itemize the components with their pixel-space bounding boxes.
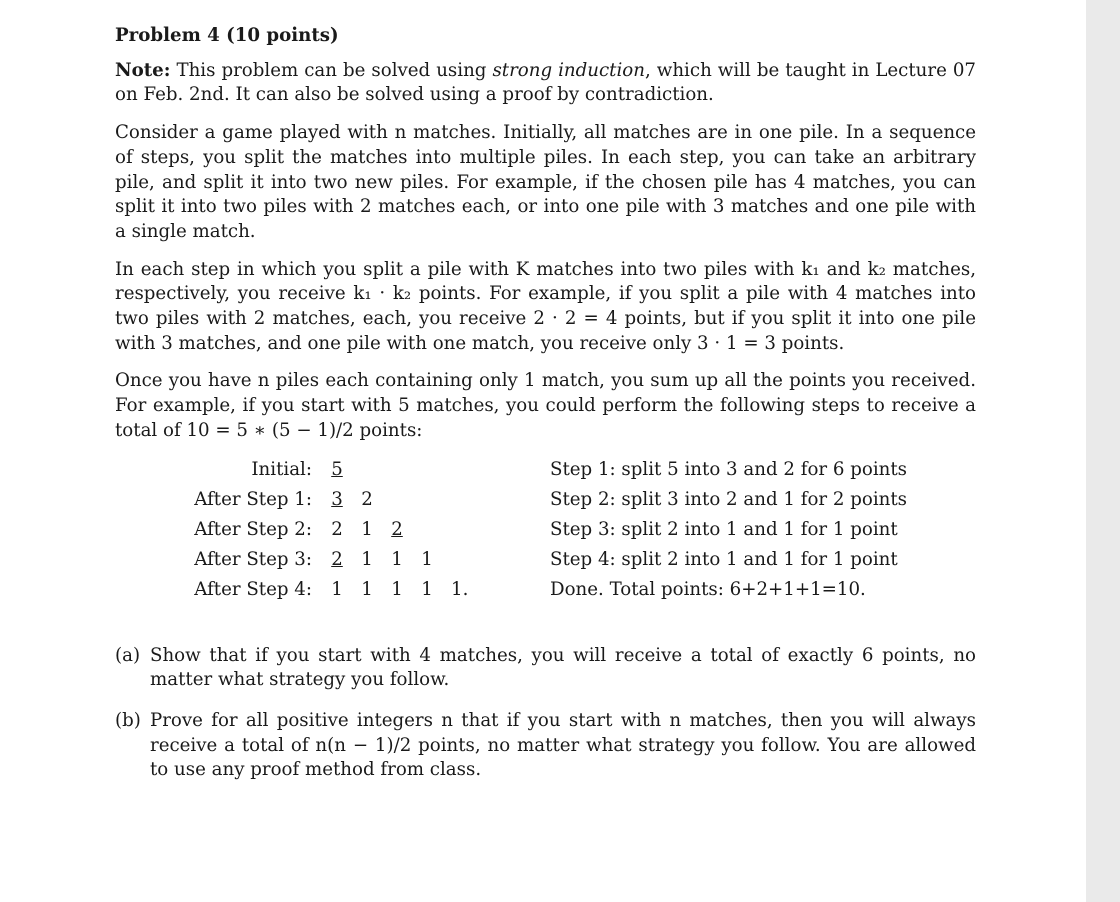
- step-description: Step 3: split 2 into 1 and 1 for 1 point: [550, 518, 898, 540]
- problem-heading: Problem 4 (10 points): [115, 25, 339, 46]
- step-row: [115, 458, 976, 486]
- problem-parts: [115, 644, 976, 784]
- part-a: [115, 644, 976, 693]
- note-label: Note:: [115, 59, 171, 81]
- note-paragraph: [115, 59, 976, 108]
- game-description-paragraph: Consider a game played with n matches. Initially, all matches are in one pile. In a sequence of steps, you split the matches into multiple piles. In each step, you can take an arbitrary pile, and split it into two new piles. For example, if the chosen pile has 4 matches, you can split it into two piles with 2 matches each, or into one pile with 3 matches and one pile with a single match.: [115, 122, 976, 242]
- pile-count: 1: [331, 579, 343, 601]
- pile-count: 1.: [451, 579, 469, 601]
- step-description: Step 1: split 5 into 3 and 2 for 6 points: [550, 458, 908, 480]
- step-label: Initial:: [251, 458, 312, 480]
- step-label: After Step 4:: [194, 579, 312, 601]
- problem-content: [115, 24, 976, 799]
- viewer-gutter: [1086, 0, 1120, 902]
- part-a-label: (a): [115, 644, 141, 666]
- pile-count: 1: [421, 549, 433, 571]
- note-text-post: , which will be taught in Lecture 07 on Feb. 2nd. It can also be solved using a proof by contradiction.: [115, 59, 976, 106]
- part-a-text: Show that if you start with 4 matches, you will receive a total of exactly 6 points, no matter what strategy you follow.: [150, 644, 976, 691]
- step-row: [115, 548, 976, 576]
- pile-count: 1: [361, 518, 373, 540]
- step-row: [115, 578, 976, 606]
- step-description: Done. Total points: 6+2+1+1=10.: [550, 579, 866, 601]
- part-b: [115, 709, 976, 783]
- note-text-pre: This problem can be solved using: [170, 59, 493, 81]
- pile-count: 2: [361, 488, 373, 510]
- pile-count: 2: [391, 518, 403, 540]
- pile-count: 1: [391, 579, 403, 601]
- example-paragraph: Once you have n piles each containing only 1 match, you sum up all the points you received. For example, if you start with 5 matches, you could perform the following steps to receive a total of 10 = 5 ∗ (5 − 1)/2 points:: [115, 370, 976, 441]
- part-b-text: Prove for all positive integers n that if you start with n matches, then you will always receive a total of n(n − 1)/2 points, no matter what strategy you follow. You are allowed to use any proof method from class.: [150, 709, 976, 781]
- step-label: After Step 2:: [194, 518, 312, 540]
- example-steps-table: [115, 458, 976, 618]
- pile-count: 5: [331, 458, 343, 480]
- pile-count: 1: [421, 579, 433, 601]
- note-emphasis: strong induction: [492, 59, 645, 81]
- step-description: Step 4: split 2 into 1 and 1 for 1 point: [550, 549, 898, 571]
- step-label: After Step 1:: [194, 488, 312, 510]
- step-label: After Step 3:: [194, 549, 312, 571]
- pile-count: 2: [331, 549, 343, 571]
- pile-count: 2: [331, 518, 343, 540]
- pile-count: 3: [331, 488, 343, 510]
- scoring-paragraph: In each step in which you split a pile with K matches into two piles with k₁ and k₂ matches, respectively, you receive k₁ · k₂ points. For example, if you split a pile with 4 matches into two piles with 2 matches, each, you receive 2 · 2 = 4 points, but if you split it into one pile with 3 matches, and one pile with one match, you receive only 3 · 1 = 3 points.: [115, 258, 976, 354]
- pile-count: 1: [361, 549, 373, 571]
- pile-count: 1: [361, 579, 373, 601]
- step-row: [115, 518, 976, 546]
- step-row: [115, 488, 976, 516]
- part-b-label: (b): [115, 709, 141, 731]
- step-description: Step 2: split 3 into 2 and 1 for 2 points: [550, 488, 908, 510]
- pile-count: 1: [391, 549, 403, 571]
